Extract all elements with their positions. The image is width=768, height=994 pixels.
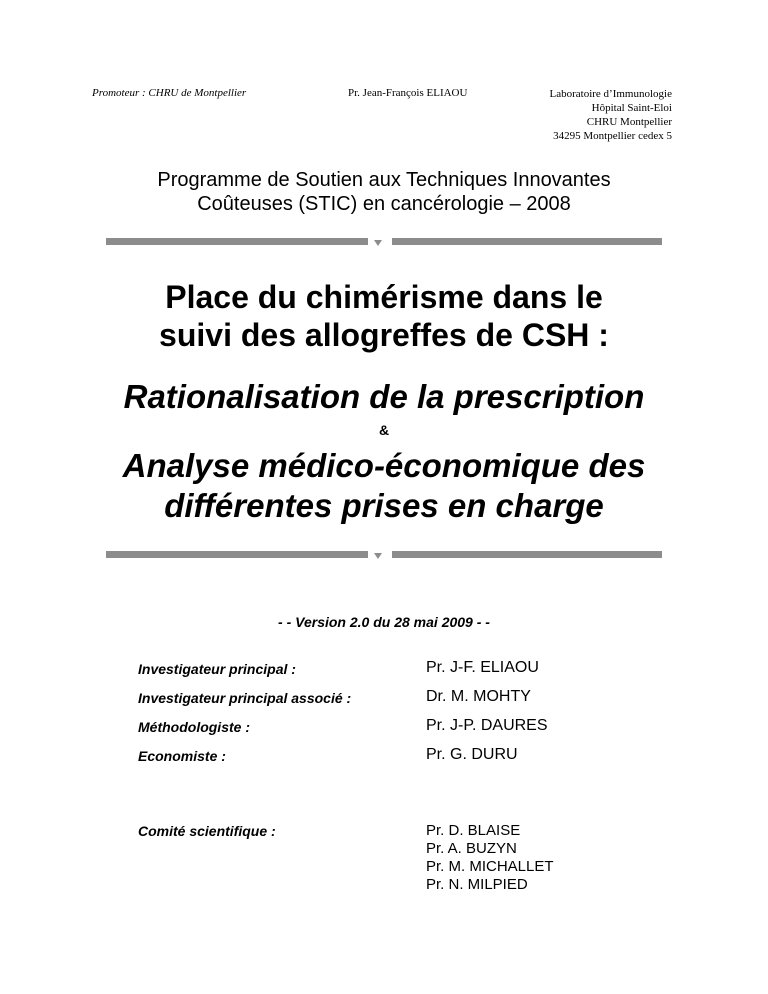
programme-line: Programme de Soutien aux Techniques Innovantes <box>157 169 611 191</box>
divider-bar-right <box>392 551 662 558</box>
role-label: Economiste : <box>138 748 226 764</box>
title-line: Place du chimérisme dans le <box>165 279 603 315</box>
version-line: - - Version 2.0 du 28 mai 2009 - - <box>278 614 490 630</box>
address-line: CHRU Montpellier <box>586 116 672 128</box>
address-line: Laboratoire d’Immunologie <box>549 88 672 100</box>
divider-top <box>106 238 662 246</box>
person-name: Pr. G. DURU <box>426 746 518 763</box>
header-promoteur: Promoteur : CHRU de Montpellier <box>92 87 247 99</box>
address-line: 34295 Montpellier cedex 5 <box>553 130 672 142</box>
title-line: suivi des allogreffes de CSH : <box>159 317 609 353</box>
subtitle-rationalisation: Rationalisation de la prescription <box>123 378 645 415</box>
person-name: Pr. J-F. ELIAOU <box>426 659 539 676</box>
programme-heading <box>0 168 768 216</box>
address-line: Hôpital Saint-Eloi <box>591 102 672 114</box>
divider-bottom <box>106 551 662 559</box>
comite-members <box>426 822 554 894</box>
comite-member: Pr. M. MICHALLET <box>426 858 554 875</box>
comite-label: Comité scientifique : <box>138 823 276 839</box>
person-name: Pr. J-P. DAURES <box>426 717 548 734</box>
divider-bar-right <box>392 238 662 245</box>
divider-notch <box>374 240 382 246</box>
divider-bar-left <box>106 551 368 558</box>
header-address <box>550 87 673 143</box>
document-title <box>0 278 768 354</box>
person-name: Dr. M. MOHTY <box>426 688 531 705</box>
header-professor: Pr. Jean-François ELIAOU <box>348 87 468 99</box>
role-label: Investigateur principal associé : <box>138 690 352 706</box>
divider-notch <box>374 553 382 559</box>
analyse-line: Analyse médico-économique des <box>122 447 646 484</box>
role-label: Investigateur principal : <box>138 661 296 677</box>
programme-line: Coûteuses (STIC) en cancérologie – 2008 <box>197 193 571 215</box>
subtitle-ampersand: & <box>378 422 390 438</box>
analyse-line: différentes prises en charge <box>164 487 604 524</box>
subtitle-analyse <box>0 446 768 526</box>
comite-member: Pr. A. BUZYN <box>426 840 517 857</box>
comite-member: Pr. N. MILPIED <box>426 876 528 893</box>
comite-member: Pr. D. BLAISE <box>426 822 521 839</box>
role-label: Méthodologiste : <box>138 719 250 735</box>
divider-bar-left <box>106 238 368 245</box>
